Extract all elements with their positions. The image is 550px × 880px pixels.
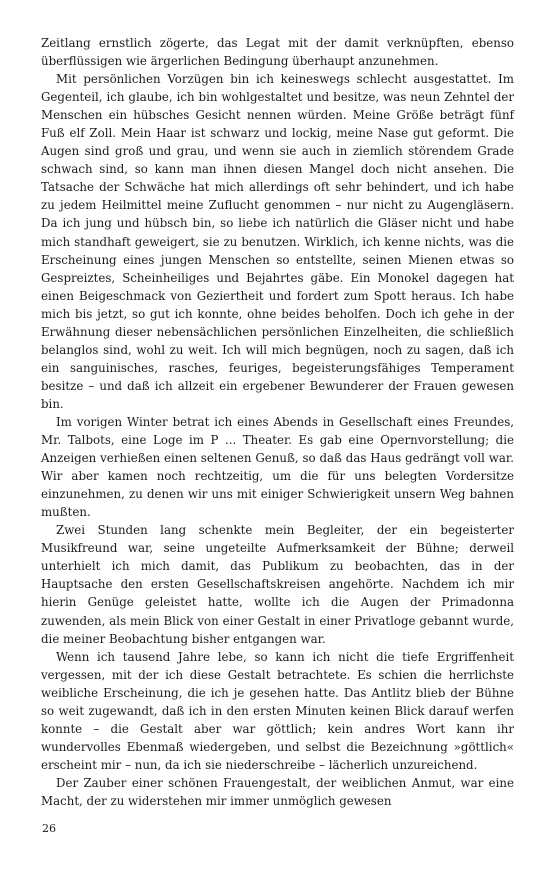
page-number: 26 <box>42 822 56 835</box>
paragraph-6: Der Zauber einer schönen Frauengestalt, der weiblichen Anmut, war eine Macht, der zu widerstehen mir immer unmöglich gewesen <box>41 775 514 808</box>
paragraph-1: Zeitlang ernstlich zögerte, das Legat mit der damit verknüpften, ebenso überflüssigen wie ärgerlichen Bedingung überhaupt anzunehmen. <box>41 36 514 69</box>
paragraph-3: Im vorigen Winter betrat ich eines Abends in Gesellschaft eines Freundes, Mr. Talbots, eine Loge im P ... Theater. Es gab eine Opernvorstellung; die Anzeigen verhießen einen seltenen Genuß, so daß das Haus gedrängt voll war. Wir aber kamen noch rechtzeitig, um die für uns belegten Vordersitze einzunehmen, zu denen wir uns mit einiger Schwierigkeit unsern Weg bahnen mußten. <box>41 414 514 520</box>
book-page <box>41 34 514 810</box>
paragraph-2: Mit persönlichen Vorzügen bin ich keineswegs schlecht ausgestattet. Im Gegenteil, ich glaube, ich bin wohlgestaltet und besitze, was neun Zehntel der Menschen ein hübsches Gesicht nennen würden. Meine Größe beträgt fünf Fuß elf Zoll. Mein Haar ist schwarz und lockig, meine Nase gut geformt. Die Augen sind groß und grau, und wenn sie auch in ziemlich störendem Grade schwach sind, so kann man ihnen diesen Mangel doch nicht ansehen. Die Tatsache der Schwäche hat mich allerdings oft sehr behindert, und ich habe zu jedem Heilmittel meine Zuflucht genommen – nur nicht zu Augengläsern. Da ich jung und hübsch bin, so liebe ich natürlich die Gläser nicht und habe mich standhaft geweigert, sie zu benutzen. Wirklich, ich kenne nichts, was die Erscheinung eines jungen Menschen so entstellte, seinen Mienen etwas so Gespreiztes, Scheinheiliges und Bejahrtes gäbe. Ein Monokel dagegen hat einen Beigeschmack von Geziertheit und fordert zum Spott heraus. Ich habe mich bis jetzt, so gut ich konnte, ohne beides beholfen. Doch ich gehe in der Erwähnung dieser nebensächlichen persönlichen Einzelheiten, die schließlich belanglos sind, wohl zu weit. Ich will mich begnügen, noch zu sagen, daß ich ein sanguinisches, rasches, feuriges, begeisterungsfähiges Temperament besitze – und daß ich allzeit ein ergebener Bewunderer der Frauen gewesen bin. <box>41 72 514 411</box>
paragraph-5: Wenn ich tausend Jahre lebe, so kann ich nicht die tiefe Ergriffenheit vergessen, mit der ich diese Gestalt betrachtete. Es schien die herrlichste weibliche Erscheinung, die ich je gesehen hatte. Das Antlitz blieb der Bühne so weit zugewandt, daß ich in den ersten Minuten keinen Blick darauf werfen konnte – die Gestalt aber war göttlich; kein andres Wort kann ihr wundervolles Ebenmaß wiedergeben, und selbst die Bezeichnung »göttlich« erscheint mir – nun, da ich sie niederschreibe – lächerlich unzureichend. <box>41 649 514 772</box>
paragraph-4: Zwei Stunden lang schenkte mein Begleiter, der ein begeisterter Musikfreund war, seine ungeteilte Aufmerksamkeit der Bühne; derweil unterhielt ich mich damit, das Publikum zu beobachten, das in der Hauptsache den ersten Gesellschaftskreisen angehörte. Nachdem ich mir hierin Genüge geleistet hatte, wollte ich die Augen der Primadonna zuwenden, als mein Blick von einer Gestalt in einer Privatloge gebannt wurde, die meiner Beobachtung bisher entgangen war. <box>41 523 514 646</box>
